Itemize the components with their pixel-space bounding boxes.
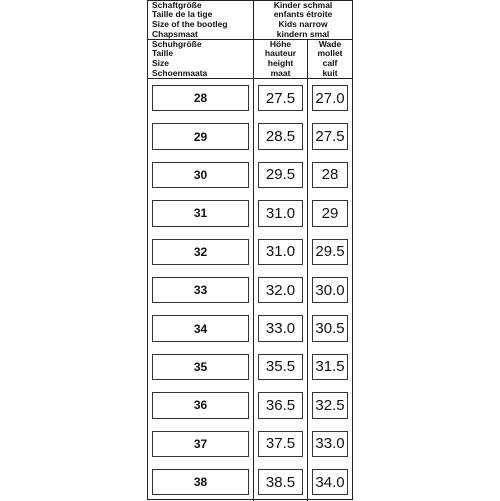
- height-cell: 35.5: [254, 348, 308, 386]
- height-header-line: Höhe: [269, 40, 292, 49]
- shaft-size-header: [148, 1, 254, 40]
- table-row: [148, 463, 352, 501]
- kids-narrow-header-line: kindern smal: [276, 28, 330, 39]
- shoe-size-cell: 38: [148, 463, 254, 501]
- table-row: [148, 309, 352, 347]
- table-row: [148, 194, 352, 232]
- size-chart: [147, 0, 353, 500]
- table-row: [148, 233, 352, 271]
- shoe-size-cell: 36: [148, 386, 254, 424]
- kids-narrow-header: [254, 1, 352, 40]
- shaft-size-header-line: Schaftgröße: [152, 1, 202, 10]
- calf-cell: 29.5: [308, 233, 352, 271]
- height-cell: 38.5: [254, 463, 308, 501]
- shoe-size-header-line: Taille: [152, 48, 174, 59]
- shoe-size-header-line: Size: [152, 58, 170, 68]
- shoe-size-cell: 31: [148, 194, 254, 232]
- shoe-size-cell: 34: [148, 309, 254, 347]
- kids-narrow-header-line: Kids narrow: [278, 19, 328, 29]
- table-row: [148, 386, 352, 424]
- height-header-line: maat: [270, 67, 291, 78]
- shoe-size-cell: 35: [148, 348, 254, 386]
- calf-cell: 27.0: [308, 79, 352, 117]
- calf-header-line: mollet: [317, 48, 343, 59]
- height-cell: 31.0: [254, 194, 308, 232]
- calf-header-line: Wade: [318, 40, 342, 49]
- shoe-size-header-line: Schoenmaata: [152, 67, 208, 78]
- shaft-size-header-line: Chapsmaat: [152, 28, 198, 39]
- table-row: [148, 156, 352, 194]
- height-cell: 36.5: [254, 386, 308, 424]
- calf-cell: 30.5: [308, 309, 352, 347]
- calf-cell: 31.5: [308, 348, 352, 386]
- shoe-size-cell: 30: [148, 156, 254, 194]
- calf-cell: 29: [308, 194, 352, 232]
- shoe-size-cell: 28: [148, 79, 254, 117]
- calf-cell: 30.0: [308, 271, 352, 309]
- calf-cell: 27.5: [308, 117, 352, 155]
- height-cell: 31.0: [254, 233, 308, 271]
- table-row: [148, 425, 352, 463]
- size-rows: [148, 79, 352, 501]
- table-row: [148, 117, 352, 155]
- shoe-size-cell: 37: [148, 425, 254, 463]
- shoe-size-cell: 29: [148, 117, 254, 155]
- height-cell: 29.5: [254, 156, 308, 194]
- height-cell: 32.0: [254, 271, 308, 309]
- kids-narrow-header-line: Kinder schmal: [273, 1, 333, 10]
- kids-narrow-header-line: enfants étroite: [273, 9, 333, 20]
- height-cell: 28.5: [254, 117, 308, 155]
- shoe-size-header: [148, 40, 254, 79]
- height-cell: 37.5: [254, 425, 308, 463]
- height-cell: 33.0: [254, 309, 308, 347]
- height-header: [254, 40, 308, 79]
- shoe-size-cell: 33: [148, 271, 254, 309]
- calf-header-line: calf: [322, 58, 338, 68]
- height-header-line: hauteur: [264, 48, 297, 59]
- height-cell: 27.5: [254, 79, 308, 117]
- shaft-size-header-line: Size of the bootleg: [152, 19, 228, 29]
- calf-header-line: kuit: [322, 67, 338, 78]
- shoe-size-header-line: Schuhgröße: [152, 40, 202, 49]
- height-header-line: height: [267, 58, 294, 68]
- calf-cell: 34.0: [308, 463, 352, 501]
- calf-cell: 32.5: [308, 386, 352, 424]
- shoe-size-cell: 32: [148, 233, 254, 271]
- calf-header: [308, 40, 352, 79]
- shaft-size-header-line: Taille de la tige: [152, 9, 213, 20]
- table-row: [148, 79, 352, 117]
- calf-cell: 28: [308, 156, 352, 194]
- table-row: [148, 348, 352, 386]
- calf-cell: 33.0: [308, 425, 352, 463]
- table-row: [148, 271, 352, 309]
